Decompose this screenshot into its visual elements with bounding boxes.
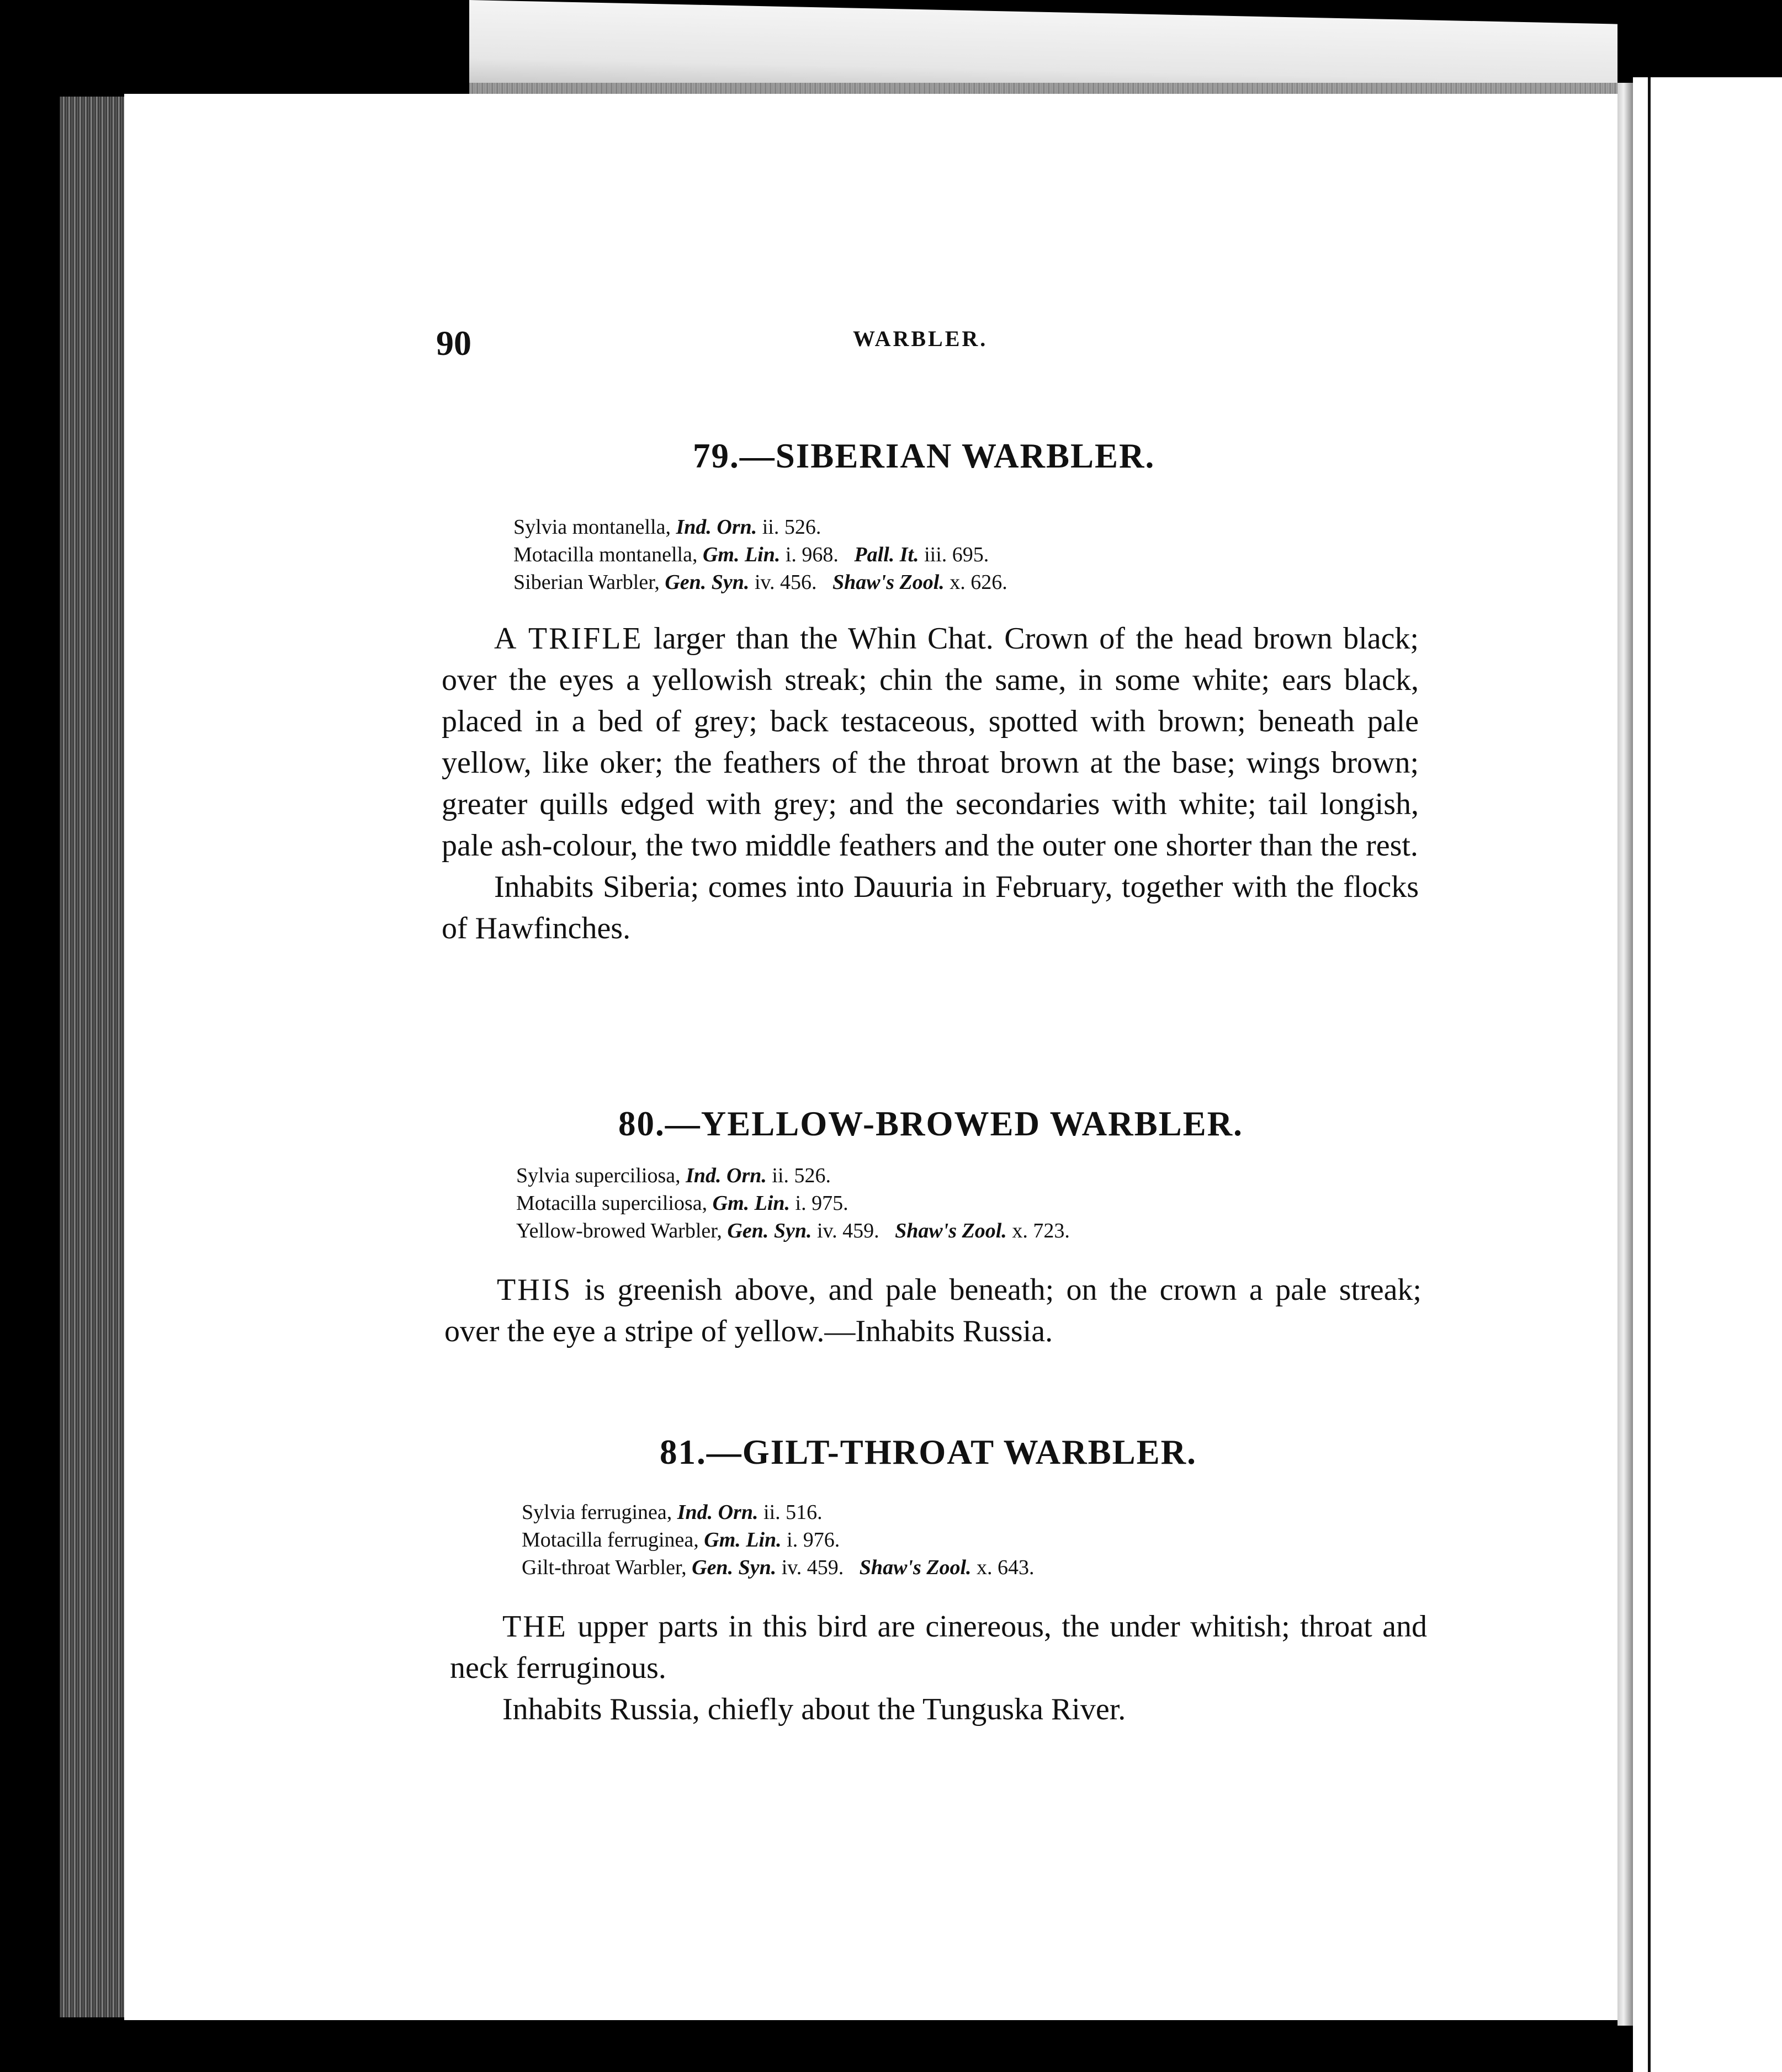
entry-description (444, 1269, 1422, 1352)
synonym-line: Yellow-browed Warbler, Gen. Syn. iv. 459. Shaw's Zool. x. 723. (516, 1219, 1070, 1242)
synonym-line: Sylvia superciliosa, Ind. Orn. ii. 526. (516, 1164, 831, 1187)
page-number: 90 (436, 323, 471, 363)
synonym-line: Gilt-throat Warbler, Gen. Syn. iv. 459. Shaw's Zool. x. 643. (522, 1556, 1035, 1579)
entry-title: 80.—YELLOW-BROWED WARBLER. (618, 1104, 1243, 1143)
synonym-list (513, 513, 1007, 596)
synonym-line: Motacilla superciliosa, Gm. Lin. i. 975. (516, 1192, 848, 1215)
synonym-line: Sylvia montanella, Ind. Orn. ii. 526. (513, 516, 821, 539)
synonym-line: Motacilla ferruginea, Gm. Lin. i. 976. (522, 1528, 840, 1552)
synonym-list (522, 1499, 1035, 1581)
facing-page (1633, 77, 1782, 2072)
synonym-list (516, 1162, 1070, 1245)
description-paragraph: A TRIFLE larger than the Whin Chat. Crown of the head brown black; over the eyes a yellowish streak; chin the same, in some white; ears black, placed in a bed of grey; back testaceous, spotted with brown; beneath pale yellow, like oker; the feathers of the throat brown at the base; wings brown; greater quills edged with grey; and the secondaries with white; tail longish, pale ash-colour, the two middle feathers and the outer one shorter than the rest. (442, 621, 1419, 863)
description-paragraph: THIS is greenish above, and pale beneath; on the crown a pale streak; over the eye a stripe of yellow.—Inhabits Russia. (444, 1273, 1422, 1348)
lead-word: A TRIFLE (494, 621, 643, 656)
description-paragraph: THE upper parts in this bird are cinereous, the under whitish; throat and neck ferruginous. (450, 1609, 1427, 1685)
lead-word: THIS (497, 1273, 572, 1307)
lead-word: THE (502, 1609, 568, 1644)
synonym-line: Sylvia ferruginea, Ind. Orn. ii. 516. (522, 1501, 823, 1524)
synonym-line: Siberian Warbler, Gen. Syn. iv. 456. Shaw's Zool. x. 626. (513, 571, 1007, 594)
habitat-paragraph: Inhabits Russia, chiefly about the Tunguska River. (502, 1692, 1126, 1726)
entry-title: 79.—SIBERIAN WARBLER. (693, 437, 1155, 475)
entry-title: 81.—GILT-THROAT WARBLER. (660, 1433, 1197, 1471)
facing-page-edge (1648, 77, 1651, 2072)
habitat-paragraph: Inhabits Siberia; comes into Dauuria in February, together with the flocks of Hawfinches. (442, 870, 1419, 945)
entry-description (450, 1606, 1427, 1730)
book-page-stack (60, 97, 127, 2017)
book-page (124, 94, 1617, 2020)
page-gutter (1617, 83, 1633, 2026)
running-head: WARBLER. (853, 326, 988, 351)
entry-description (442, 618, 1419, 949)
synonym-line: Motacilla montanella, Gm. Lin. i. 968. Pall. It. iii. 695. (513, 543, 989, 566)
